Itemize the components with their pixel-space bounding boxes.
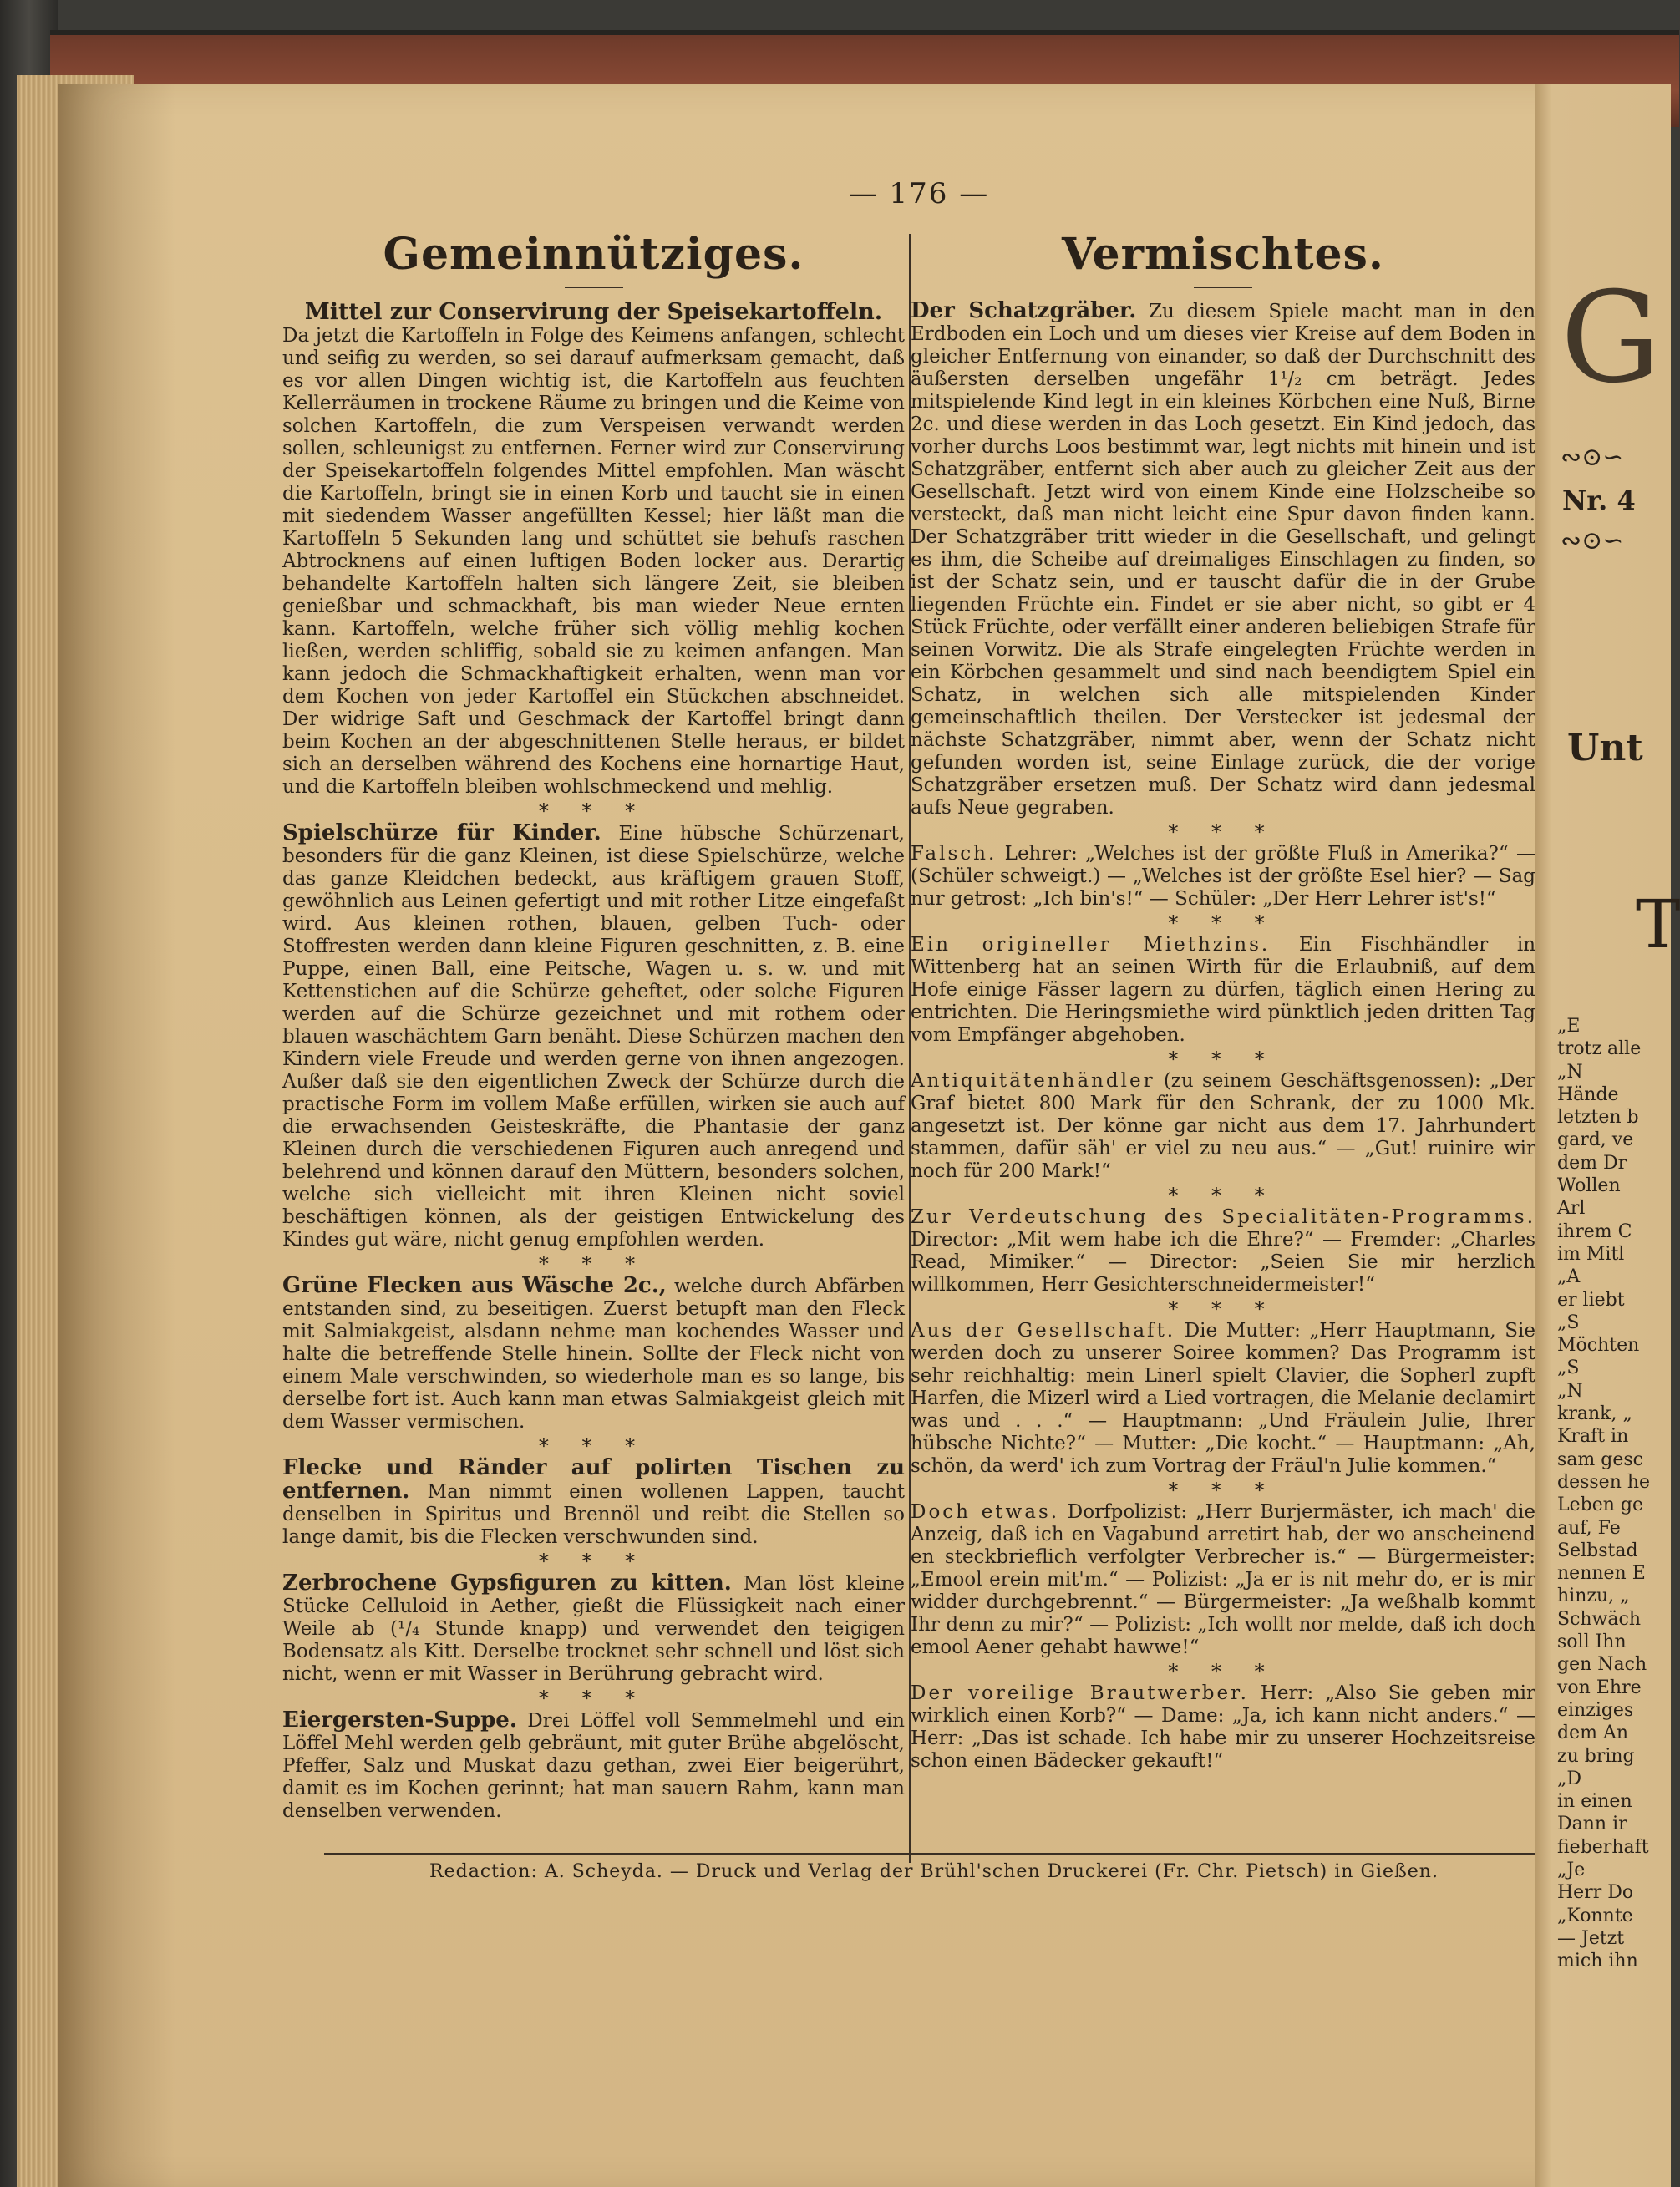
article-separator: * * *	[1168, 1297, 1278, 1321]
text-fragment: Dann ir	[1557, 1814, 1627, 1835]
article-text: (zu seinem Geschäftsgenossen): „Der Graf bietet 800 Mark für den Schrank, der zu 1000 Mk. angesetzt ist. Der könne gar nicht aus dem 17. Jahrhundert stammen, dafür säh' er viel zu neu aus.“ — „Gut! ruinire wir noch für 200 Mark!“	[911, 1070, 1535, 1182]
text-fragment: Schwäch	[1557, 1608, 1641, 1630]
gutter-shadow	[58, 84, 175, 2187]
article	[282, 1709, 905, 1823]
text-fragment: soll Ihn	[1557, 1631, 1627, 1653]
article-title: Flecke und Ränder auf polirten Tischen zu entfernen.	[282, 1455, 905, 1504]
article-separator: * * *	[1168, 1660, 1278, 1683]
text-fragment: auf, Fe	[1557, 1517, 1621, 1539]
text-fragment: dem An	[1557, 1723, 1629, 1744]
text-fragment: im Mitl	[1557, 1243, 1625, 1265]
article-text: Lehrer: „Welches ist der größte Fluß in Amerika?“ — (Schüler schweigt.) — „Welches ist der größte Esel hier? — Sag nur getrost: „Ich bin's!“ — Schüler: „Der Herr Lehrer ist's!“	[911, 843, 1536, 910]
article	[282, 1275, 905, 1433]
article	[911, 1501, 1535, 1659]
article-separator: * * *	[1168, 1184, 1278, 1207]
text-fragment: einziges	[1557, 1699, 1634, 1721]
article	[911, 1070, 1535, 1183]
text-fragment: dem Dr	[1557, 1152, 1627, 1174]
article-text: welche durch Abfärben entstanden sind, zu beseitigen. Zuerst betupft man den Fleck mit Salmiakgeist, alsdann nehme man kochendes Wasser und halte die betreffende Stelle hinein. Sollte der Fleck nicht von einem Male verschwinden, so wiederhole man es so lange, bis derselbe fort ist. Auch kann man etwas Salmiakgeist gleich mit dem Wasser vermischen.	[282, 1276, 905, 1433]
article-title: Der voreilige Brautwerber.	[911, 1682, 1249, 1704]
text-fragment: zu bring	[1557, 1745, 1635, 1767]
text-fragment: Leben ge	[1557, 1494, 1643, 1516]
text-fragment: mich ihn	[1557, 1951, 1638, 1972]
article-text: Man löst kleine Stücke Celluloid in Aether, gießt die Flüssigkeit nach einer Weile ab (¹/₄ Stunde knapp) und verwendet den teigigen Bodensatz als Kitt. Derselbe trocknet sehr schnell und löst sich nicht, wenn er mit Wasser in Berührung gebracht wird.	[282, 1573, 906, 1685]
text-fragment: dessen he	[1557, 1471, 1651, 1493]
text-fragment: von Ehre	[1557, 1677, 1642, 1698]
article-text: Zu diesem Spiele macht man in den Erdboden ein Loch und um dieses vier Kreise auf dem Boden in gleicher Entfernung von einander, so daß der Durchschnitt des äußersten derselben ungefähr 1¹/₂ cm beträgt. Jedes mitspielende Kind legt in ein kleines Körbchen eine Nuß, Birne 2c. und diese werden in das Loch gesetzt. Ein Kind jedoch, das vorher durchs Loos bestimmt war, legt nichts mit hinein und ist Schatzgräber, entfernt sich aber auch zu gleicher Zeit aus der Gesellschaft. Jetzt wird von einem Kinde eine Holzscheibe so versteckt, daß man nicht leicht eine Spur davon finden kann. Der Schatzgräber tritt wieder in die Gesellschaft, und gelingt es ihm, die Scheibe auf dreimaliges Einschlagen zu finden, so ist der Schatz sein, und er tauscht dafür die in der Grube liegenden Früchte ein. Findet er sie aber nicht, so gibt er 4 Stück Früchte, oder verfällt einer anderen beliebigen Strafe für seinen Vorwitz. Die als Strafe eingelegten Früchte werden in ein Körbchen gesammelt und sind nach beendigtem Spiel ein Schatz, in welchen sich alle mitspielenden Kinder gemeinschaftlich theilen. Der Verstecker ist jedesmal der nächste Schatzgräber, nimmt aber, wenn der Schatz nicht gefunden worden ist, seine Einlage zurück, die der vorige Schatzgräber ersetzen muß. Der Schatz wird dann jedesmal aufs Neue gegraben.	[911, 301, 1536, 819]
article-text: Drei Löffel voll Semmelmehl und ein Löffel Mehl werden gelb gebräunt, mit guter Brühe abgelöscht, Pfeffer, Salz und Muskat dazu gethan, zwei Eier beigerührt, damit es im Kochen gerinnt; hat man sauern Rahm, kann man denselben verwenden.	[282, 1710, 905, 1822]
article-text: Herr: „Also Sie geben mir wirklich einen Korb?“ — Dame: „Ja, ich kann nicht anders.“ — Herr: „Das ist schade. Ich habe mir zu unserer Hochzeitsreise schon einen Bädecker gekauft!“	[911, 1682, 1535, 1772]
article-separator: * * *	[538, 1434, 649, 1458]
text-fragment: letzten b	[1557, 1107, 1639, 1129]
text-fragment: sam gesc	[1557, 1449, 1643, 1470]
text-fragment: „D	[1557, 1768, 1582, 1789]
article-title: Zur Verdeutschung des Specialitäten-Programms.	[911, 1206, 1535, 1228]
drop-initial: T	[1636, 885, 1680, 963]
article-text: Ein Fischhändler in Wittenberg hat an seinen Wirth für die Erlaubniß, auf dem Hofe einige Fässer lagern zu dürfen, täglich einen Hering zu entrichten. Die Heringsmiethe wird pünktlich jeden dritten Tag vom Empfänger abgehoben.	[911, 934, 1536, 1046]
text-fragment: — Jetzt	[1557, 1927, 1625, 1949]
article-separator: * * *	[1168, 1048, 1278, 1071]
heading-rule	[1194, 287, 1252, 288]
flourish-ornament: ∾⊙∽	[1561, 526, 1624, 556]
article-separator: * * *	[538, 1687, 649, 1710]
article-separator: * * *	[1168, 1479, 1278, 1502]
article-title: Ein origineller Miethzins.	[911, 934, 1271, 956]
text-fragment: „A	[1557, 1266, 1581, 1288]
article-separator: * * *	[1168, 820, 1278, 844]
imprint-footer: Redaction: A. Scheyda. — Druck und Verlag der Brühl'schen Druckerei (Fr. Chr. Pietsch) in Gießen.	[429, 1861, 1439, 1882]
article	[282, 822, 905, 1251]
text-fragment: Wollen	[1557, 1175, 1621, 1197]
article-text: Dorfpolizist: „Herr Burjermäster, ich mach' die Anzeig, daß ich en Vagabund arretirt hab, der wo anscheinend en steckbrieflich verfolgter Verbrecher is.“ — Bürgermeister: „Emool erein mit'm.“ — Polizist: „Ja er is nit mehr do, er is mir widder durchgebrennt.“ — Bürgermeister: „Ja weßhalb kommt Ihr denn zu mir?“ — Polizist: „Ich wollt nor melde, daß ich doch emool Aener gehabt hawwe!“	[911, 1501, 1535, 1658]
text-fragment: Möchten	[1557, 1335, 1640, 1357]
article-text: Man nimmt einen wollenen Lappen, taucht denselben in Spiritus und Brennöl und reibt die Stellen so lange damit, bis die Flecken verschwunden sind.	[282, 1481, 906, 1548]
article	[911, 1682, 1535, 1773]
issue-number: Nr. 4	[1562, 485, 1636, 516]
article-title: Doch etwas.	[911, 1501, 1060, 1523]
article-title: Spielschürze für Kinder.	[282, 820, 601, 845]
text-fragment: Arl	[1557, 1198, 1586, 1220]
text-fragment: trotz alle	[1557, 1038, 1642, 1060]
text-fragment: gard, ve	[1557, 1129, 1634, 1151]
article	[911, 300, 1535, 819]
text-fragment: „E	[1557, 1016, 1581, 1037]
article	[282, 300, 905, 799]
flourish-ornament: ∾⊙∽	[1561, 443, 1624, 472]
article	[282, 1457, 905, 1549]
article	[911, 843, 1535, 911]
article-separator: * * *	[1168, 911, 1278, 935]
article-text: Director: „Mit wem habe ich die Ehre?“ — Fremder: „Charles Read, Mimiker.“ — Director: „Seien Sie mir herzlich willkommen, Herr Gesichterschneidermeister!“	[911, 1229, 1535, 1296]
article-title: Der Schatzgräber.	[911, 298, 1137, 323]
section-heading-vermischtes: Vermischtes.	[1061, 229, 1385, 280]
next-page-text-fragments	[1557, 1015, 1674, 1972]
article-title: Eiergersten-Suppe.	[282, 1707, 517, 1733]
article-text: Eine hübsche Schürzenart, besonders für die ganz Kleinen, ist diese Spielschürze, welche das ganze Kleidchen bedeckt, aus kräftigem grauen Stoff, gewöhnlich aus Leinen gefertigt und mit rother Litze eingefaßt wird. Aus kleinen rothen, blauen, gelben Tuch- oder Stoffresten werden dann kleine Figuren geschnitten, z. B. eine Puppe, einen Ball, eine Peitsche, Wagen u. s. w. und mit Kettenstichen auf die Schürze geheftet, oder solche Figuren werden auf die Schürze gezeichnet und mit rothem oder blauen waschächtem Garn benäht. Diese Schürzen machen den Kindern viele Freude und werden gerne von ihnen angezogen. Außer daß sie den eigentlichen Zweck der Schürze durch die practische Form im vollem Maße erfüllen, wirken sie auch auf die erwachsenden Geisteskräfte, die Phantasie der ganz Kleinen durch die verschiedenen Figuren auch anregend und belehrend und können darauf den Müttern, besonders solchen, welche sich vielleicht mit ihren Kleinen nicht soviel beschäftigen können, als der geistigen Entwickelung des Kindes gut wäre, nicht genug empfohlen werden.	[282, 823, 905, 1251]
text-fragment: „S	[1557, 1312, 1580, 1333]
text-fragment: in einen	[1557, 1791, 1632, 1813]
article-text: Da jetzt die Kartoffeln in Folge des Keimens anfangen, schlecht und seifig zu werden, so sei darauf aufmerksam gemacht, daß es vor allen Dingen wichtig ist, die Kartoffeln aus feuchten Kellerräumen in trockene Räume zu bringen und die Keime von solchen Kartoffeln, die zum Verspeisen verwandt werden sollen, schleunigst zu entfernen. Ferner wird zur Conservirung der Speisekartoffeln folgendes Mittel empfohlen. Man wäscht die Kartoffeln, bringt sie in einen Korb und taucht sie in einen mit siedendem Wasser angefüllten Kessel; hier läßt man die Kartoffeln 5 Sekunden lang und schüttet sie behufs raschen Abtrocknens auf einen luftigen Boden locker aus. Derartig behandelte Kartoffeln halten sich längere Zeit, sie bleiben genießbar und schmackhaft, bis man wieder Neue ernten kann. Kartoffeln, welche früher sich völlig mehlig kochen ließen, werden schliffig, sobald sie zu keimen anfangen. Man kann jedoch die Schmackhaftigkeit erhalten, wenn man vor dem Kochen von jeder Kartoffel ein Stückchen abschneidet. Der widrige Saft und Geschmack der Kartoffel bringt dann beim Kochen an der abgeschnittenen Stelle heraus, er bildet sich an derselben während des Kochens eine hornartige Haut, und die Kartoffeln bleiben wohlschmeckend und mehlig.	[282, 325, 905, 798]
article-title: Grüne Flecken aus Wäsche 2c.,	[282, 1273, 667, 1298]
text-fragment: Selbstad	[1557, 1540, 1638, 1561]
article-title: Mittel zur Conservirung der Speisekartoffeln.	[304, 299, 883, 325]
article	[911, 1320, 1535, 1478]
text-fragment: „N	[1557, 1380, 1583, 1402]
page-number: — 176 —	[848, 177, 990, 211]
article-separator: * * *	[538, 1252, 649, 1276]
article	[911, 1206, 1535, 1296]
article-separator: * * *	[538, 799, 649, 823]
left-column	[282, 230, 905, 1826]
text-fragment: fieberhaft	[1557, 1836, 1649, 1858]
article-text: Die Mutter: „Herr Hauptmann, Sie werden doch zu unserer Soiree kommen? Das Programm ist sehr reichhaltig: mein Linerl spielt Clavier, die Sopherl zupft Harfen, die Mizerl wird a Lied vortragen, die Melanie declamirt was und . . .“ — Hauptmann: „Und Fräulein Julie, Ihrer hübsche Nichte?“ — Mutter: „Die kocht.“ — Hauptmann: „Ah, schön, da werd' ich zum Vortrag der Fräul'n Julie kommen.“	[911, 1320, 1535, 1477]
text-fragment: ihrem C	[1557, 1220, 1632, 1242]
text-fragment: „S	[1557, 1357, 1580, 1379]
next-page-heading: Unt	[1567, 727, 1643, 769]
text-fragment: „Konnte	[1557, 1905, 1633, 1926]
article	[911, 934, 1535, 1047]
masthead-ornament: G	[1561, 266, 1661, 411]
text-fragment: nennen E	[1557, 1563, 1646, 1585]
text-fragment: gen Nach	[1557, 1654, 1647, 1676]
text-fragment: Herr Do	[1557, 1882, 1634, 1904]
article-separator: * * *	[538, 1550, 649, 1573]
heading-rule	[565, 287, 623, 288]
article-title: Aus der Gesellschaft.	[911, 1320, 1176, 1342]
next-page-edge	[1535, 84, 1680, 2187]
text-fragment: „N	[1557, 1061, 1583, 1083]
text-fragment: „Je	[1557, 1859, 1586, 1880]
text-fragment: Hände	[1557, 1083, 1619, 1105]
text-fragment: er liebt	[1557, 1289, 1625, 1311]
text-fragment: hinzu, „	[1557, 1586, 1630, 1607]
right-column	[911, 230, 1535, 1776]
text-fragment: krank, „	[1557, 1403, 1632, 1425]
footer-rule	[324, 1853, 1544, 1855]
article-title: Antiquitätenhändler	[911, 1070, 1155, 1092]
text-fragment: Kraft in	[1557, 1426, 1629, 1448]
article-title: Falsch.	[911, 843, 997, 865]
article-title: Zerbrochene Gypsfiguren zu kitten.	[282, 1570, 732, 1596]
section-heading-gemeinnuetziges: Gemeinnütziges.	[383, 229, 804, 280]
article	[282, 1572, 905, 1686]
